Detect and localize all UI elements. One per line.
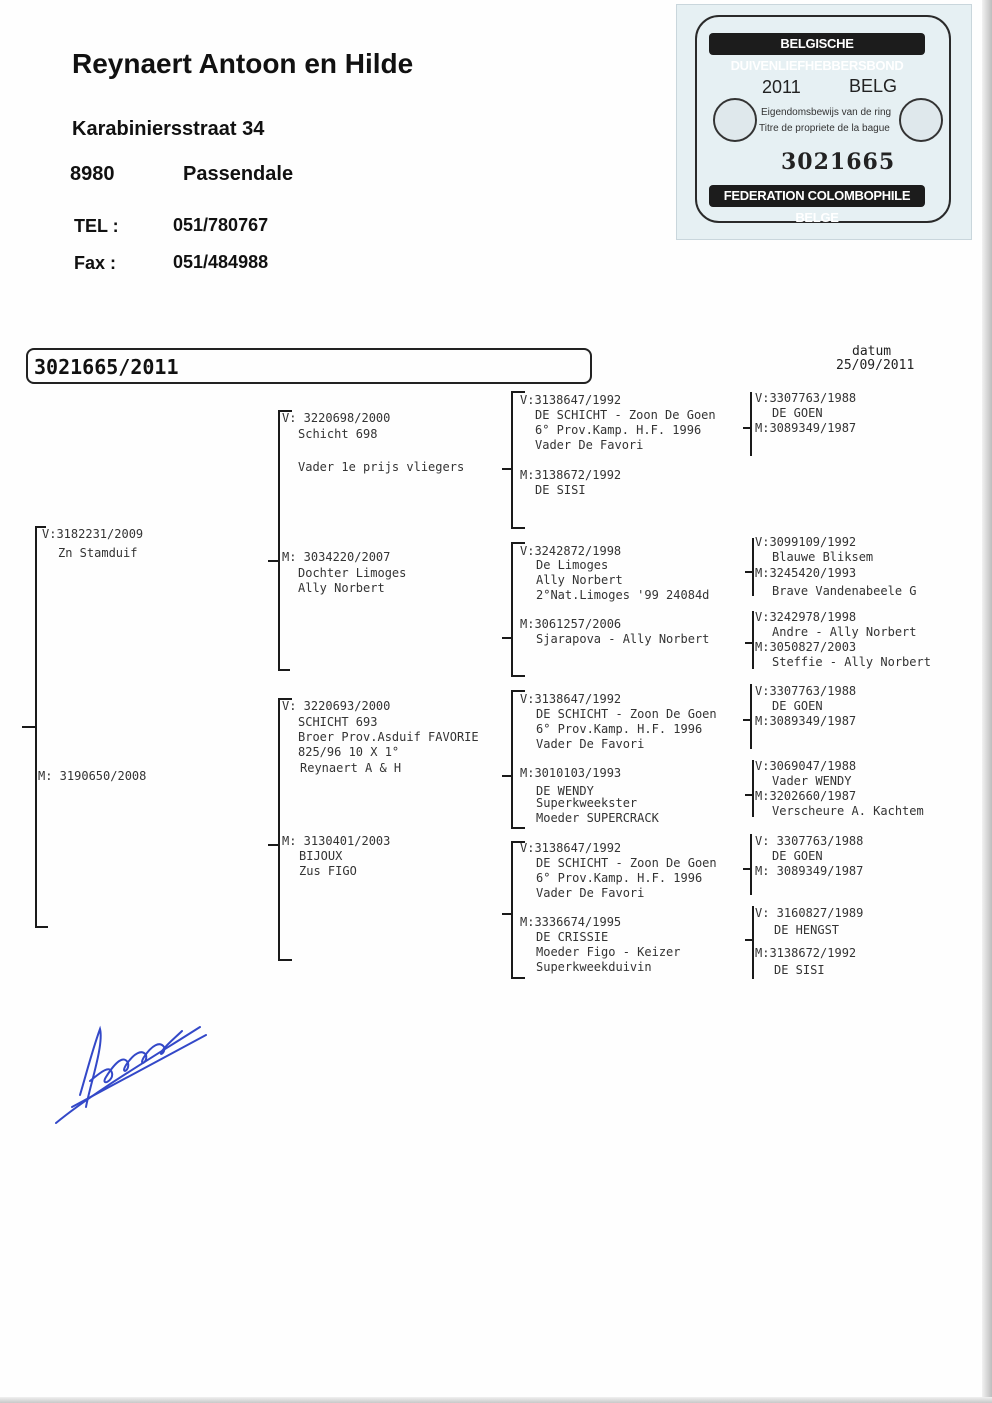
g7-dam-ring: M:3138672/1992 bbox=[755, 946, 857, 960]
sdd-name: Sjarapova - Ally Norbert bbox=[536, 632, 710, 646]
dss-note-2: Vader De Favori bbox=[536, 737, 645, 751]
g1-sire-name: DE GOEN bbox=[772, 406, 823, 420]
dam-ring: M: 3190650/2008 bbox=[38, 769, 147, 783]
ddd-ring: M:3336674/1995 bbox=[520, 915, 622, 929]
g7-sire-name: DE HENGST bbox=[774, 923, 840, 937]
owner-city: Passendale bbox=[183, 163, 294, 185]
dsd-name: DE WENDY bbox=[536, 784, 594, 798]
sss-ring: V:3138647/1992 bbox=[520, 393, 622, 407]
sds-ring: V:3242872/1998 bbox=[520, 544, 622, 558]
dsd-ring: M:3010103/1993 bbox=[520, 766, 622, 780]
g4-dam-ring: M:3089349/1987 bbox=[755, 714, 857, 728]
ss-note: Vader 1e prijs vliegers bbox=[298, 460, 465, 474]
stamp-top-band: BELGISCHE DUIVENLIEFHEBBERSBOND bbox=[709, 33, 925, 55]
handwritten-signature bbox=[50, 1015, 220, 1135]
g7-sire-ring: V: 3160827/1989 bbox=[755, 906, 864, 920]
g2-dam-ring: M:3245420/1993 bbox=[755, 566, 857, 580]
g3-dam-name: Steffie - Ally Norbert bbox=[772, 655, 931, 669]
g5-sire-ring: V:3069047/1988 bbox=[755, 759, 857, 773]
g7-dam-name: DE SISI bbox=[774, 963, 825, 977]
dd-note: Zus FIGO bbox=[299, 864, 357, 878]
ssd-ring: M:3138672/1992 bbox=[520, 468, 622, 482]
stamp-text-nl: Eigendomsbewijs van de ring bbox=[761, 107, 892, 118]
fax-number: 051/484988 bbox=[173, 252, 269, 272]
ds-note-1: Broer Prov.Asduif FAVORIE bbox=[298, 730, 479, 744]
ssd-name: DE SISI bbox=[535, 483, 586, 497]
stamp-bottom-band: FEDERATION COLOMBOPHILE BELGE bbox=[709, 185, 925, 207]
sds-name: De Limoges bbox=[536, 558, 609, 572]
dss-note-1: 6° Prov.Kamp. H.F. 1996 bbox=[536, 722, 703, 736]
g4-sire-ring: V:3307763/1988 bbox=[755, 684, 857, 698]
dds-name: DE SCHICHT - Zoon De Goen bbox=[536, 856, 717, 870]
ring-number: 3021665/2011 bbox=[34, 355, 179, 379]
sss-note-2: Vader De Favori bbox=[535, 438, 644, 452]
g2-sire-ring: V:3099109/1992 bbox=[755, 535, 857, 549]
ddd-note-2: Superkweekduivin bbox=[536, 960, 652, 974]
stamp-country: BELG bbox=[849, 76, 898, 96]
dsd-note-1: Superkweekster bbox=[536, 796, 638, 810]
g3-sire-ring: V:3242978/1998 bbox=[755, 610, 857, 624]
dds-ring: V:3138647/1992 bbox=[520, 841, 622, 855]
g6-sire-name: DE GOEN bbox=[772, 849, 823, 863]
sds-note-1: Ally Norbert bbox=[536, 573, 623, 587]
sd-note: Ally Norbert bbox=[298, 581, 385, 595]
dss-name: DE SCHICHT - Zoon De Goen bbox=[536, 707, 717, 721]
datum-label: datum bbox=[852, 344, 892, 359]
sds-note-2: 2°Nat.Limoges '99 24084d bbox=[536, 588, 710, 602]
scan-edge-shadow bbox=[982, 0, 992, 1403]
g3-dam-ring: M:3050827/2003 bbox=[755, 640, 857, 654]
g6-sire-ring: V: 3307763/1988 bbox=[755, 834, 864, 848]
g4-sire-name: DE GOEN bbox=[772, 699, 823, 713]
g1-sire-ring: V:3307763/1988 bbox=[755, 391, 857, 405]
g3-sire-name: Andre - Ally Norbert bbox=[772, 625, 917, 639]
scan-bottom-shadow bbox=[0, 1397, 992, 1403]
sire-note: Zn Stamduif bbox=[58, 546, 138, 560]
owner-name: Reynaert Antoon en Hilde bbox=[72, 48, 414, 79]
sss-name: DE SCHICHT - Zoon De Goen bbox=[535, 408, 716, 422]
stamp-text-fr: Titre de propriete de la bague bbox=[759, 123, 890, 134]
stamp-year: 2011 bbox=[762, 77, 801, 97]
dds-note-1: 6° Prov.Kamp. H.F. 1996 bbox=[536, 871, 703, 885]
dss-ring: V:3138647/1992 bbox=[520, 692, 622, 706]
dsd-note-2: Moeder SUPERCRACK bbox=[536, 811, 659, 825]
sd-ring: M: 3034220/2007 bbox=[282, 550, 391, 564]
dd-name: BIJOUX bbox=[299, 849, 343, 863]
datum-value: 25/09/2011 bbox=[836, 358, 915, 373]
sire-ring: V:3182231/2009 bbox=[42, 527, 144, 541]
g1-dam-ring: M:3089349/1987 bbox=[755, 421, 857, 435]
ds-name: SCHICHT 693 bbox=[298, 715, 378, 729]
tel-label: TEL : bbox=[74, 216, 119, 236]
tel-number: 051/780767 bbox=[173, 215, 269, 235]
owner-street: Karabiniersstraat 34 bbox=[72, 118, 265, 140]
sss-note-1: 6° Prov.Kamp. H.F. 1996 bbox=[535, 423, 702, 437]
ddd-note-1: Moeder Figo - Keizer bbox=[536, 945, 681, 959]
ds-ring: V: 3220693/2000 bbox=[282, 699, 391, 713]
g5-dam-ring: M:3202660/1987 bbox=[755, 789, 857, 803]
sd-name: Dochter Limoges bbox=[298, 566, 407, 580]
ss-name: Schicht 698 bbox=[298, 427, 378, 441]
dds-note-2: Vader De Favori bbox=[536, 886, 645, 900]
ds-note-3: Reynaert A & H bbox=[300, 761, 402, 775]
fax-label: Fax : bbox=[74, 253, 117, 273]
ddd-name: DE CRISSIE bbox=[536, 930, 609, 944]
g2-dam-name: Brave Vandenabeele G bbox=[772, 584, 917, 598]
g5-sire-name: Vader WENDY bbox=[772, 774, 852, 788]
ds-note-2: 825/96 10 X 1° bbox=[298, 745, 400, 759]
owner-zip: 8980 bbox=[70, 163, 115, 185]
dd-ring: M: 3130401/2003 bbox=[282, 834, 391, 848]
g6-dam-ring: M: 3089349/1987 bbox=[755, 864, 864, 878]
ss-ring: V: 3220698/2000 bbox=[282, 411, 391, 425]
g2-sire-name: Blauwe Bliksem bbox=[772, 550, 874, 564]
stamp-ring-number: 3021665 bbox=[781, 149, 896, 175]
g5-dam-name: Verscheure A. Kachtem bbox=[772, 804, 924, 818]
sdd-ring: M:3061257/2006 bbox=[520, 617, 622, 631]
